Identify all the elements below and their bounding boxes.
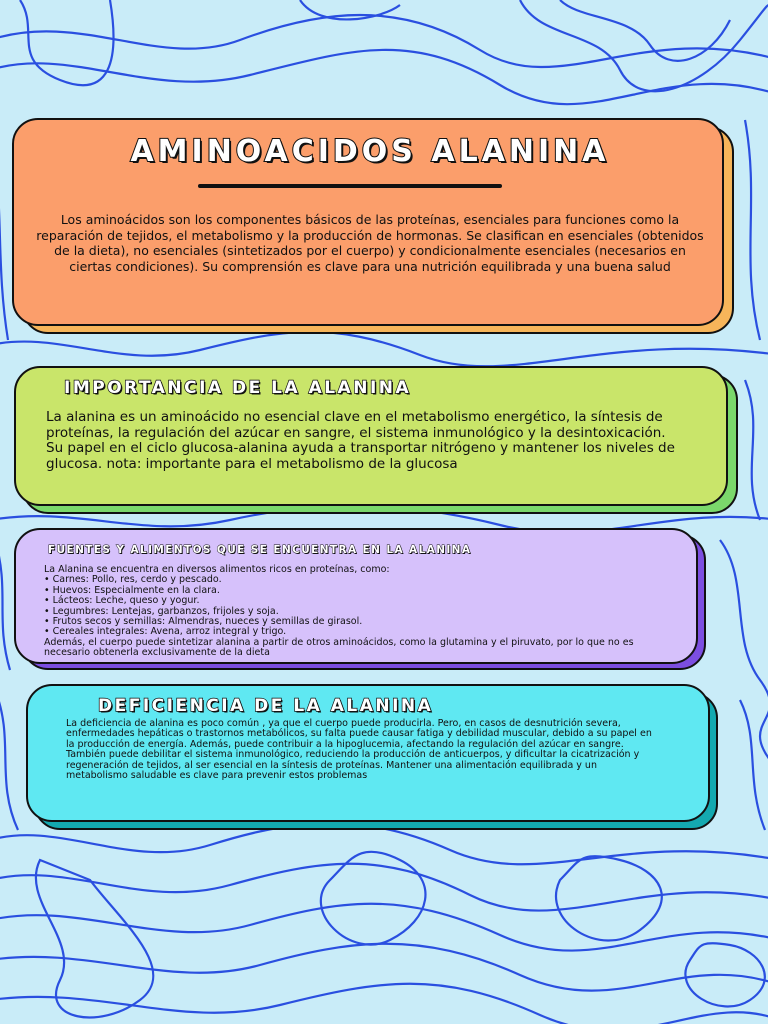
deficiency-title: DEFICIENCIA DE LA ALANINA (98, 696, 434, 716)
intro-card (12, 118, 724, 326)
importance-card (14, 366, 728, 506)
intro-text: Los aminoácidos son los componentes básicos de las proteínas, esenciales para funciones como la reparación de tejidos, el metabolismo y la producción de hormonas. Se clasifican en esenciales (obtenidos de la dieta), no esenciales (sintetizados por el cuerpo) y condicionalmente esenciales (necesarios en ciertas condiciones). Su comprensión es clave para una nutrición equilibrada y una buena salud (36, 212, 704, 274)
sources-title: FUENTES Y ALIMENTOS QUE SE ENCUENTRA EN LA ALANINA (48, 544, 472, 556)
main-title: AMINOACIDOS ALANINA (130, 134, 610, 169)
deficiency-text: La deficiencia de alanina es poco común , ya que el cuerpo puede producirla. Pero, en casos de desnutrición severa, enfermedades hepáticas o trastornos metabólicos, su falta puede causar fatiga y debilidad muscular, debido a su papel en la producción de energía. Además, puede contribuir a la hipoglucemia, afectando la regulación del azúcar en sangre. También puede debilitar el sistema inmunológico, reduciendo la producción de anticuerpos, y dificultar la cicatrización y regeneración de tejidos, al ser esencial en la síntesis de proteínas. Mantener una alimentación equilibrada y un metabolismo saludable es clave para prevenir estos problemas (66, 718, 652, 782)
sources-text: La Alanina se encuentra en diversos alimentos ricos en proteínas, como: • Carnes: Pollo, res, cerdo y pescado. • Huevos: Especialmente en la clara. • Lácteos: Leche, queso y yogur. • Legumbres: Lentejas, garbanzos, frijoles y soja. • Frutos secos y semillas: Almendras, nueces y semillas de girasol. • Cereales integrales: Avena, arroz integral y trigo. Además, el cuerpo puede sintetizar alanina a partir de otros aminoácidos, como la glutamina y el piruvato, por lo que no es necesario obtenerla exclusivamente de la dieta (44, 564, 634, 659)
deficiency-card (26, 684, 710, 822)
title-underline (198, 184, 502, 188)
importance-title: IMPORTANCIA DE LA ALANINA (64, 378, 412, 398)
importance-text: La alanina es un aminoácido no esencial clave en el metabolismo energético, la síntesis de proteínas, la regulación del azúcar en sangre, el sistema inmunológico y la desintoxicación. Su papel en el ciclo glucosa-alanina ayuda a transportar nitrógeno y mantener los niveles de glucosa. nota: importante para el metabolismo de la glucosa (46, 409, 675, 472)
sources-card (14, 528, 698, 664)
